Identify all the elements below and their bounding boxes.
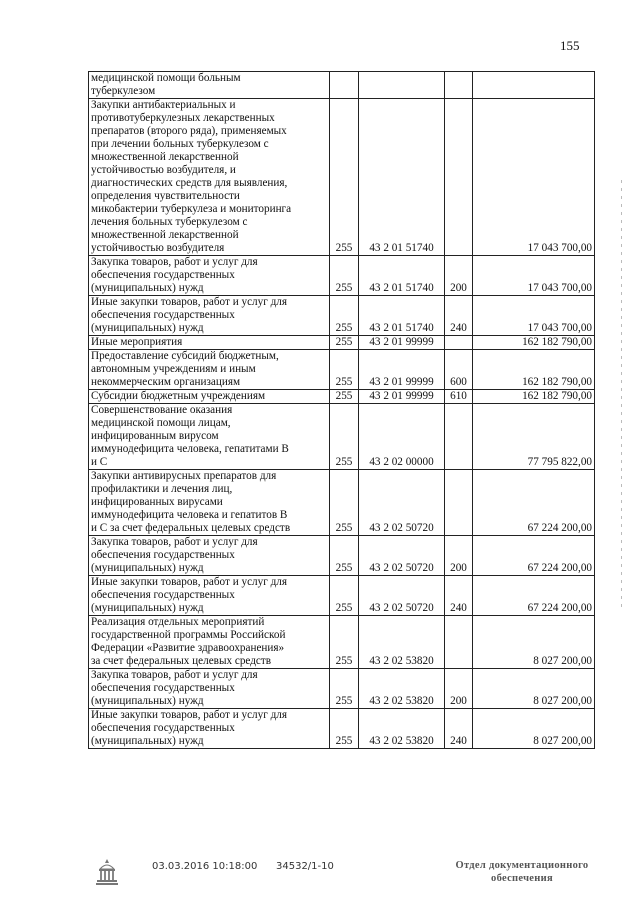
page-number: 155	[560, 38, 580, 53]
target-article-cell	[359, 72, 445, 99]
scan-edge-artifact	[621, 180, 622, 610]
amount-cell: 162 182 790,00	[473, 350, 595, 390]
department-code-cell: 255	[330, 99, 359, 256]
table-row	[89, 470, 595, 536]
item-name-cell: Совершенствование оказания медицинской помощи лицам, инфицированным вирусом иммунодефицита человека, гепатитами В и С	[89, 404, 330, 470]
department-code-cell: 255	[330, 470, 359, 536]
department-code-cell: 255	[330, 536, 359, 576]
expense-type-cell	[445, 72, 473, 99]
item-name-cell: Реализация отдельных мероприятий государственной программы Российской Федерации «Развитие здравоохранения» за счет федеральных целевых средств	[89, 616, 330, 669]
amount-cell: 67 224 200,00	[473, 576, 595, 616]
footer-doc-number: 34532/1-10	[276, 861, 334, 872]
table-row	[89, 616, 595, 669]
target-article-cell: 43 2 02 50720	[359, 470, 445, 536]
amount-cell: 162 182 790,00	[473, 336, 595, 350]
target-article-cell: 43 2 01 99999	[359, 336, 445, 350]
footer-date: 03.03.2016 10:18:00	[152, 861, 258, 872]
target-article-cell: 43 2 02 53820	[359, 669, 445, 709]
item-name-cell: медицинской помощи больным туберкулезом	[89, 72, 330, 99]
item-name-cell: Субсидии бюджетным учреждениям	[89, 390, 330, 404]
amount-cell: 17 043 700,00	[473, 296, 595, 336]
expense-type-cell: 200	[445, 256, 473, 296]
item-name-cell: Предоставление субсидий бюджетным, автономным учреждениям и иным некоммерческим организациям	[89, 350, 330, 390]
table-row	[89, 296, 595, 336]
department-code-cell: 255	[330, 576, 359, 616]
expense-type-cell: 240	[445, 296, 473, 336]
expense-type-cell: 240	[445, 709, 473, 749]
target-article-cell: 43 2 02 50720	[359, 536, 445, 576]
table-row	[89, 576, 595, 616]
department-code-cell: 255	[330, 256, 359, 296]
table-row	[89, 336, 595, 350]
table-row	[89, 350, 595, 390]
table-row	[89, 99, 595, 256]
item-name-cell: Закупки антивирусных препаратов для профилактики и лечения лиц, инфицированных вирусами иммунодефицита человека и гепатитов В и С за счет федеральных целевых средств	[89, 470, 330, 536]
amount-cell: 8 027 200,00	[473, 709, 595, 749]
amount-cell: 77 795 822,00	[473, 404, 595, 470]
expense-type-cell	[445, 616, 473, 669]
expense-type-cell: 240	[445, 576, 473, 616]
table-row	[89, 709, 595, 749]
item-name-cell: Закупка товаров, работ и услуг для обеспечения государственных (муниципальных) нужд	[89, 536, 330, 576]
amount-cell: 67 224 200,00	[473, 470, 595, 536]
expense-type-cell	[445, 99, 473, 256]
target-article-cell: 43 2 02 00000	[359, 404, 445, 470]
table-row	[89, 536, 595, 576]
department-code-cell: 255	[330, 669, 359, 709]
table-row	[89, 256, 595, 296]
budget-table	[88, 71, 595, 749]
table-body	[89, 72, 595, 749]
target-article-cell: 43 2 01 99999	[359, 390, 445, 404]
footer	[0, 857, 640, 897]
table-row	[89, 669, 595, 709]
table-row	[89, 404, 595, 470]
expense-type-cell	[445, 404, 473, 470]
building-emblem-icon	[95, 857, 119, 887]
department-code-cell: 255	[330, 336, 359, 350]
amount-cell: 8 027 200,00	[473, 669, 595, 709]
item-name-cell: Закупка товаров, работ и услуг для обеспечения государственных (муниципальных) нужд	[89, 669, 330, 709]
department-code-cell: 255	[330, 390, 359, 404]
item-name-cell: Закупки антибактериальных и противотуберкулезных лекарственных препаратов (второго ряда), применяемых при лечении больных туберкулезом с множественной лекарственной устойчивостью возбудителя, и диагностических средств для выявления, определения чувствительности микобактерии туберкулеза и мониторинга лечения больных туберкулезом с множественной лекарственной устойчивостью возбудителя	[89, 99, 330, 256]
department-code-cell: 255	[330, 296, 359, 336]
amount-cell: 162 182 790,00	[473, 390, 595, 404]
expense-type-cell	[445, 336, 473, 350]
target-article-cell: 43 2 02 53820	[359, 709, 445, 749]
department-code-cell: 255	[330, 350, 359, 390]
table-row	[89, 72, 595, 99]
department-code-cell: 255	[330, 616, 359, 669]
amount-cell: 67 224 200,00	[473, 536, 595, 576]
item-name-cell: Иные закупки товаров, работ и услуг для обеспечения государственных (муниципальных) нужд	[89, 709, 330, 749]
expense-type-cell: 200	[445, 669, 473, 709]
table-row	[89, 390, 595, 404]
expense-type-cell: 600	[445, 350, 473, 390]
item-name-cell: Иные закупки товаров, работ и услуг для обеспечения государственных (муниципальных) нужд	[89, 576, 330, 616]
department-code-cell: 255	[330, 709, 359, 749]
target-article-cell: 43 2 01 51740	[359, 99, 445, 256]
amount-cell: 17 043 700,00	[473, 99, 595, 256]
expense-type-cell: 200	[445, 536, 473, 576]
target-article-cell: 43 2 01 51740	[359, 256, 445, 296]
amount-cell: 8 027 200,00	[473, 616, 595, 669]
target-article-cell: 43 2 02 53820	[359, 616, 445, 669]
item-name-cell: Иные закупки товаров, работ и услуг для обеспечения государственных (муниципальных) нужд	[89, 296, 330, 336]
expense-type-cell: 610	[445, 390, 473, 404]
footer-department: Отдел документационного обеспечения	[455, 860, 589, 884]
department-code-cell: 255	[330, 404, 359, 470]
target-article-cell: 43 2 01 99999	[359, 350, 445, 390]
target-article-cell: 43 2 01 51740	[359, 296, 445, 336]
amount-cell	[473, 72, 595, 99]
expense-type-cell	[445, 470, 473, 536]
item-name-cell: Закупка товаров, работ и услуг для обеспечения государственных (муниципальных) нужд	[89, 256, 330, 296]
target-article-cell: 43 2 02 50720	[359, 576, 445, 616]
amount-cell: 17 043 700,00	[473, 256, 595, 296]
item-name-cell: Иные мероприятия	[89, 336, 330, 350]
department-code-cell	[330, 72, 359, 99]
